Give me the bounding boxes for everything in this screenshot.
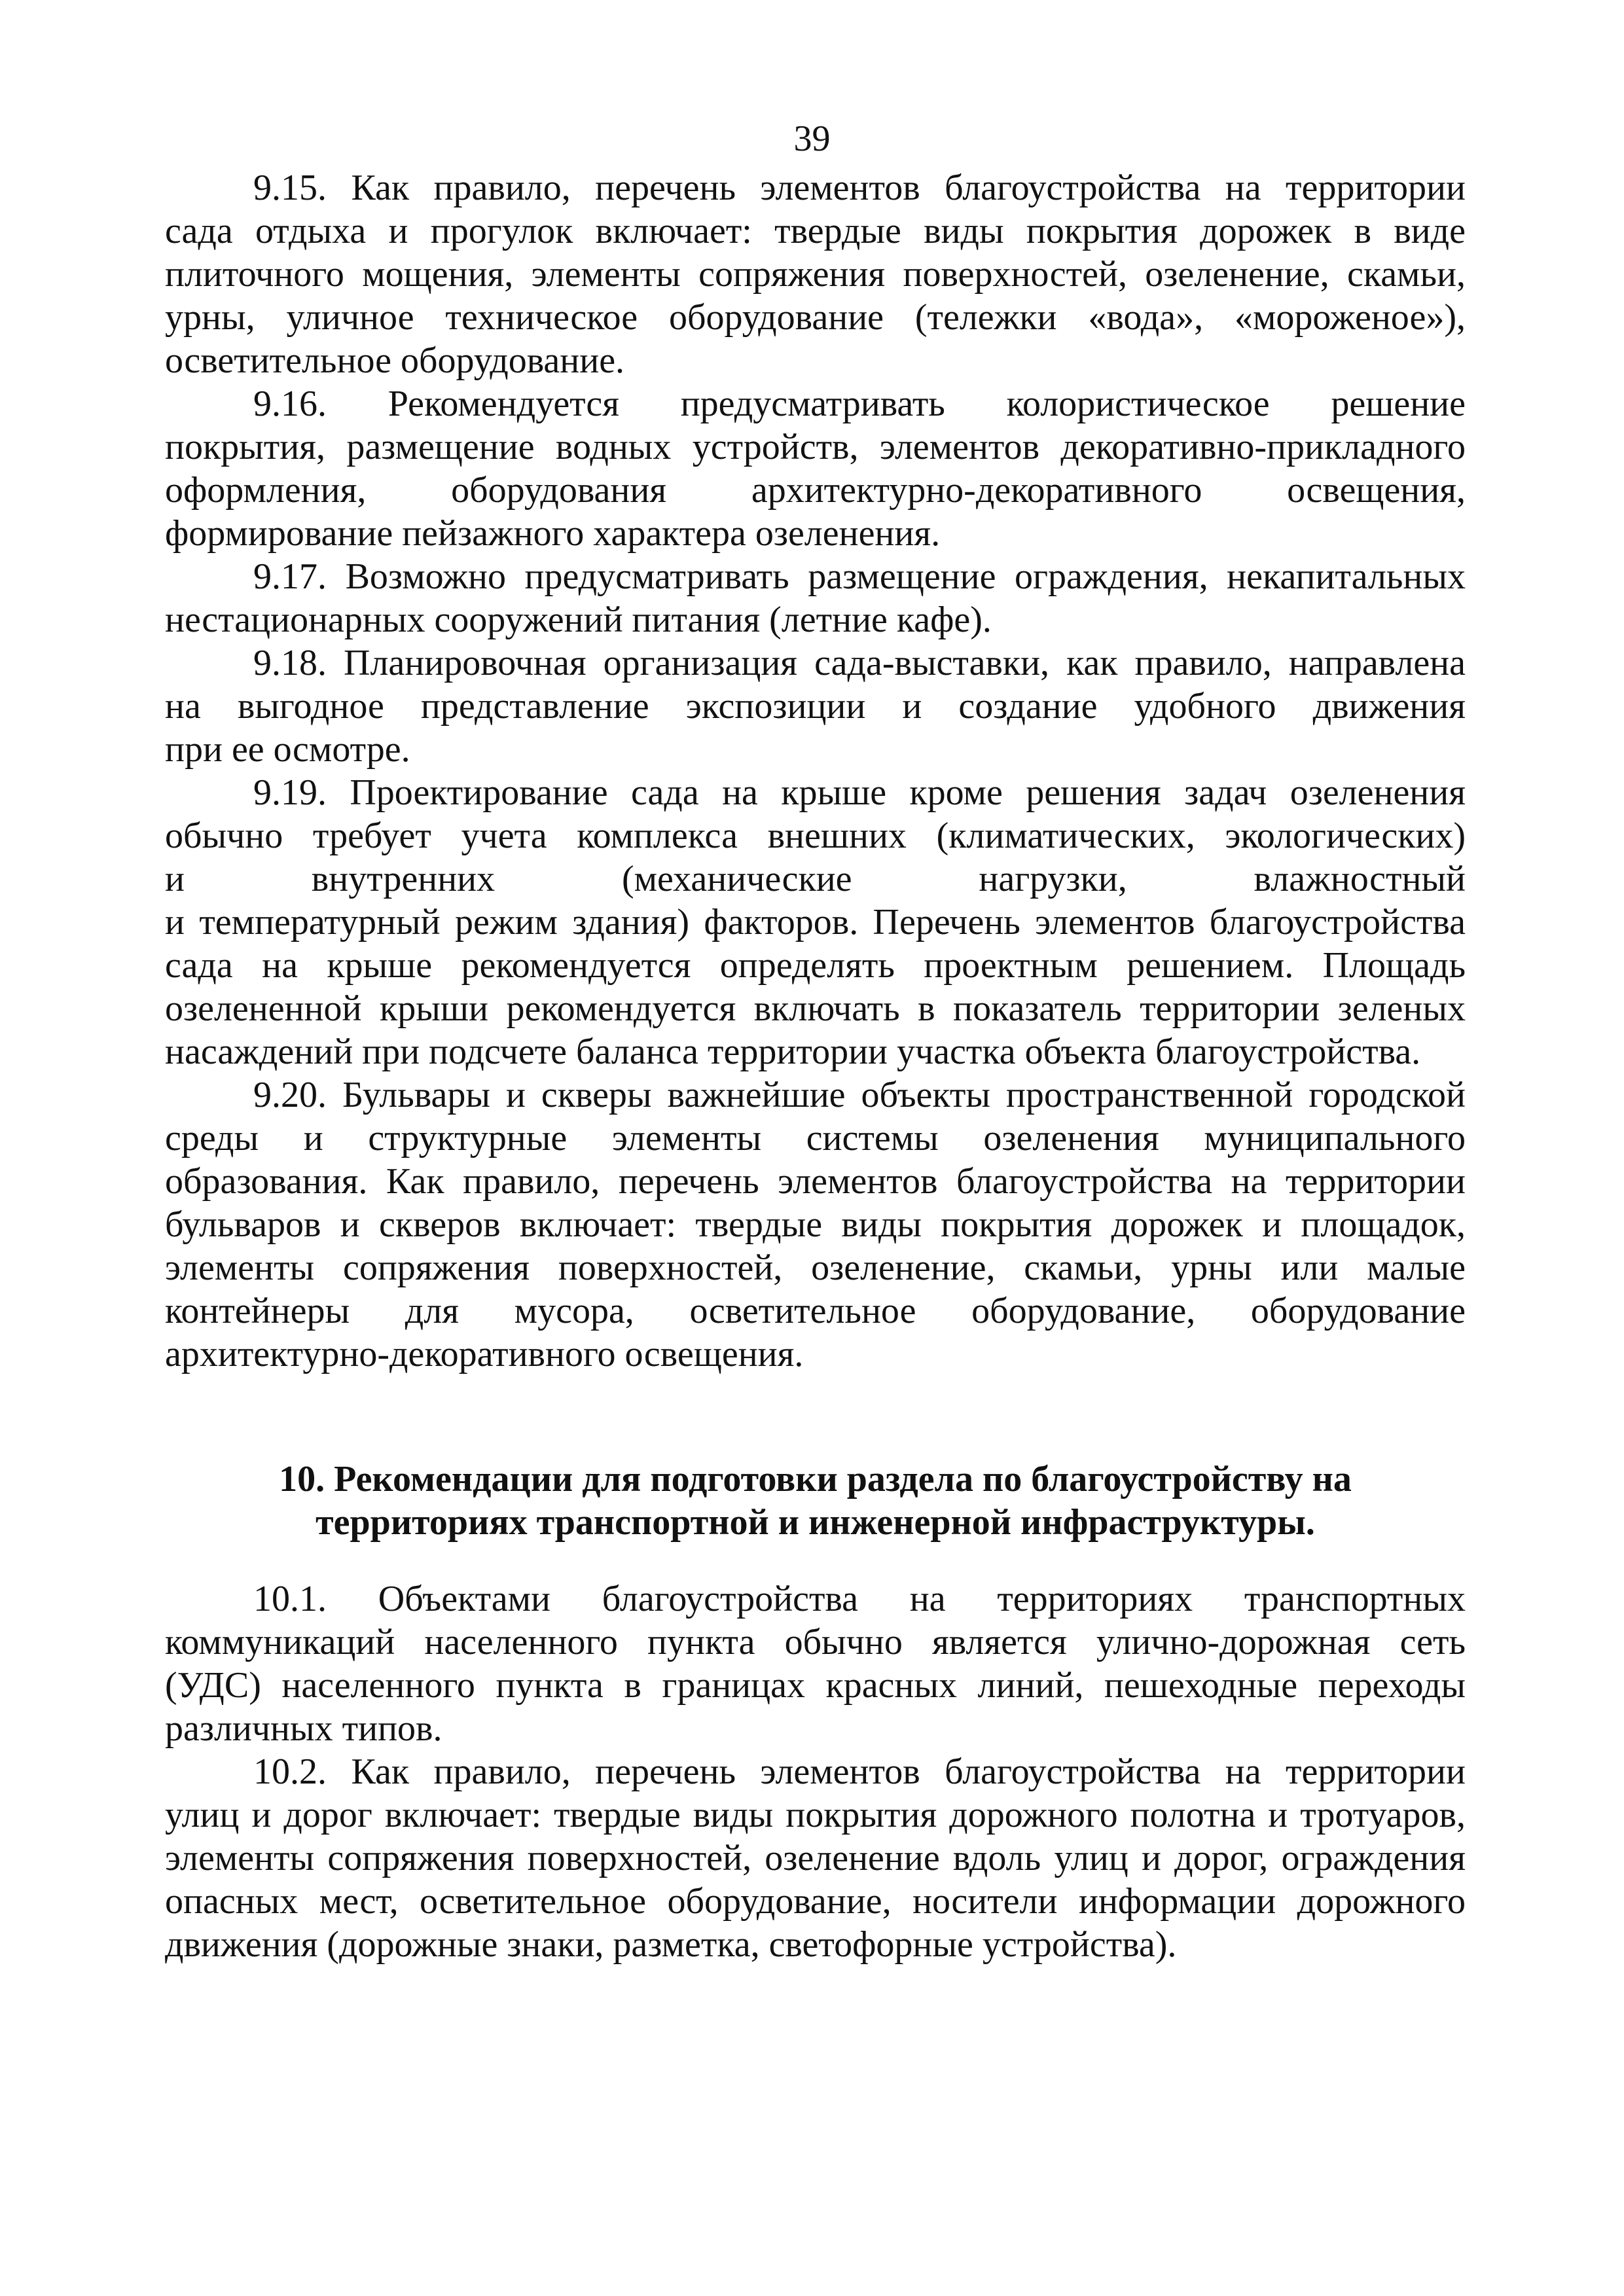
text-line: контейнеры для мусора, осветительное оборудование, оборудование <box>165 1291 1466 1331</box>
text-line: и температурный режим здания) факторов. Перечень элементов благоустройства <box>165 902 1466 942</box>
paragraph-9-17 <box>165 555 1466 641</box>
text-line: образования. Как правило, перечень элементов благоустройства на территории <box>165 1161 1466 1202</box>
section-heading <box>165 1458 1466 1544</box>
text-line: формирование пейзажного характера озеленения. <box>165 513 941 554</box>
text-line: нестационарных сооружений питания (летние кафе). <box>165 600 992 640</box>
paragraph-9-20 <box>165 1073 1466 1376</box>
text-line: опасных мест, осветительное оборудование, носители информации дорожного <box>165 1881 1466 1922</box>
text-line: и внутренних (механические нагрузки, влажностный <box>165 859 1466 899</box>
text-line: бульваров и скверов включает: твердые виды покрытия дорожек и площадок, <box>165 1204 1466 1245</box>
text-line: оформления, оборудования архитектурно-декоративного освещения, <box>165 470 1466 511</box>
section-heading-line-2: территориях транспортной и инженерной инфраструктуры. <box>316 1502 1315 1543</box>
text-line: архитектурно-декоративного освещения. <box>165 1334 804 1374</box>
text-line: осветительное оборудование. <box>165 340 625 381</box>
text-line: плиточного мощения, элементы сопряжения поверхностей, озеленение, скамьи, <box>165 254 1466 295</box>
paragraph-9-18 <box>165 641 1466 771</box>
page-number: 39 <box>793 118 831 159</box>
text-line: 9.20. Бульвары и скверы важнейшие объекты пространственной городской <box>253 1075 1466 1115</box>
text-line: 10.2. Как правило, перечень элементов благоустройства на территории <box>253 1751 1466 1792</box>
paragraph-10-1 <box>165 1577 1466 1750</box>
text-line: 9.18. Планировочная организация сада-выставки, как правило, направлена <box>253 643 1466 683</box>
body-text-top <box>165 166 1466 1376</box>
paragraph-9-19 <box>165 771 1466 1073</box>
text-line: 9.16. Рекомендуется предусматривать колористическое решение <box>253 384 1466 424</box>
text-line: на выгодное представление экспозиции и создание удобного движения <box>165 686 1466 726</box>
text-line: элементы сопряжения поверхностей, озеленение, скамьи, урны или малые <box>165 1247 1466 1288</box>
text-line: покрытия, размещение водных устройств, элементов декоративно-прикладного <box>165 427 1466 467</box>
text-line: озелененной крыши рекомендуется включать в показатель территории зеленых <box>165 988 1466 1029</box>
body-text-bottom <box>165 1577 1466 1966</box>
text-line: коммуникаций населенного пункта обычно является улично-дорожная сеть <box>165 1622 1466 1662</box>
text-line: сада на крыше рекомендуется определять проектным решением. Площадь <box>165 945 1466 986</box>
text-line: при ее осмотре. <box>165 729 410 770</box>
text-line: различных типов. <box>165 1708 442 1749</box>
text-line: 9.17. Возможно предусматривать размещение ограждения, некапитальных <box>253 556 1466 597</box>
text-line: обычно требует учета комплекса внешних (климатических, экологических) <box>165 816 1466 856</box>
text-line: 10.1. Объектами благоустройства на территориях транспортных <box>253 1579 1466 1619</box>
text-line: 9.15. Как правило, перечень элементов благоустройства на территории <box>253 168 1466 208</box>
text-line: улиц и дорог включает: твердые виды покрытия дорожного полотна и тротуаров, <box>165 1795 1466 1835</box>
text-line: движения (дорожные знаки, разметка, светофорные устройства). <box>165 1924 1177 1965</box>
paragraph-9-15 <box>165 166 1466 382</box>
paragraph-9-16 <box>165 382 1466 555</box>
text-line: 9.19. Проектирование сада на крыше кроме решения задач озеленения <box>253 772 1466 813</box>
section-heading-line-1: 10. Рекомендации для подготовки раздела по благоустройству на <box>279 1459 1352 1499</box>
text-line: элементы сопряжения поверхностей, озеленение вдоль улиц и дорог, ограждения <box>165 1838 1466 1878</box>
text-line: (УДС) населенного пункта в границах красных линий, пешеходные переходы <box>165 1665 1466 1706</box>
text-line: урны, уличное техническое оборудование (тележки «вода», «мороженое»), <box>165 297 1466 338</box>
text-line: среды и структурные элементы системы озеленения муниципального <box>165 1118 1466 1158</box>
text-line: насаждений при подсчете баланса территории участка объекта благоустройства. <box>165 1031 1421 1072</box>
paragraph-10-2 <box>165 1750 1466 1966</box>
text-line: сада отдыха и прогулок включает: твердые виды покрытия дорожек в виде <box>165 211 1466 251</box>
